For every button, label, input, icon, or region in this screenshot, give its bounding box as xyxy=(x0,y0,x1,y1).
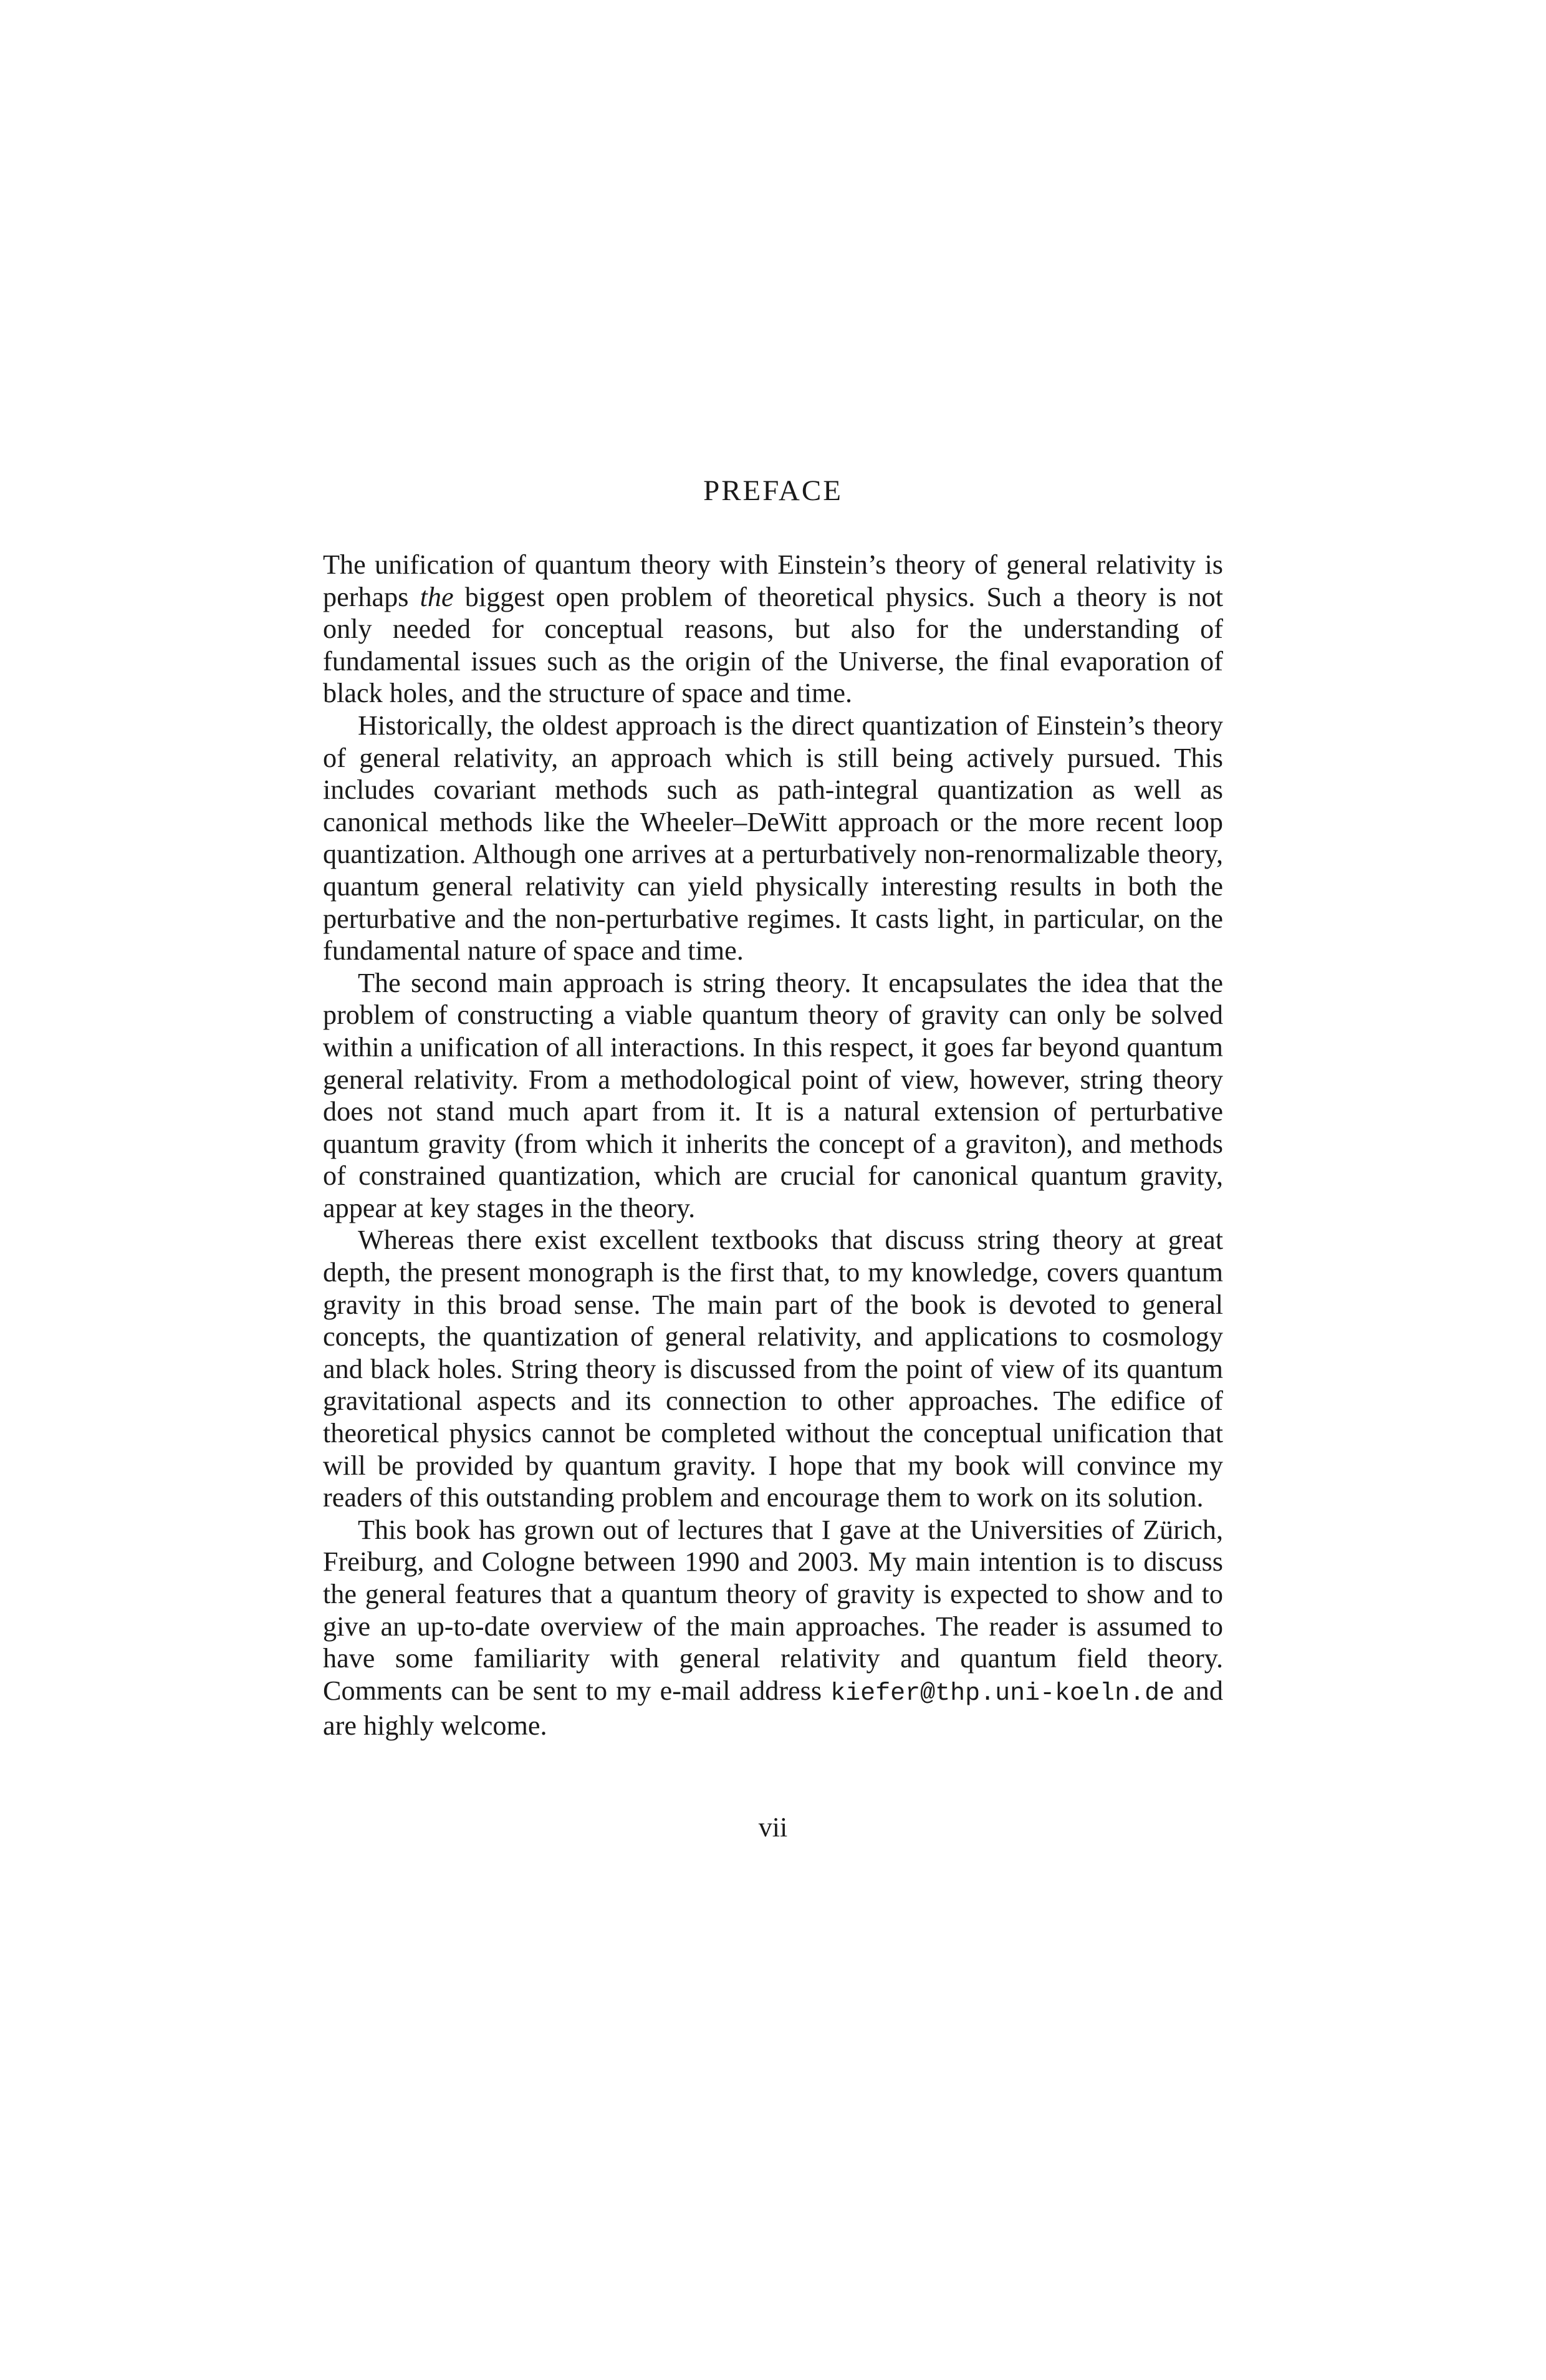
paragraph-3: The second main approach is string theory. It encapsulates the idea that the problem of constructing a viable quantum theory of gravity can only be solved within a unification of all interactions. In this respect, it goes far beyond quantum general relativity. From a methodological point of view, however, string theory does not stand much apart from it. It is a natural extension of perturbative quantum gravity (from which it inherits the concept of a graviton), and methods of constrained quantization, which are crucial for canonical quantum gravity, appear at key stages in the theory. xyxy=(323,967,1223,1223)
paragraph-1 xyxy=(323,549,1223,710)
paragraph-1-text-before: The unification of quantum theory with Einstein’s theory of general relativity is perhaps xyxy=(323,549,1223,612)
page-title: PREFACE xyxy=(703,475,843,507)
email-address: kiefer@thp.uni-koeln.de xyxy=(830,1679,1175,1708)
preface-body xyxy=(323,549,1223,1742)
page-number: vii xyxy=(758,1812,788,1843)
paragraph-5-text-before: This book has grown out of lectures that I gave at the Universities of Zürich, Freiburg, and Cologne between 1990 and 2003. My main intention is to discuss the general features that a quantum theory of gravity is expected to show and to give an up-to-date overview of the main approaches. The reader is assumed to have some familiarity with general relativity and quantum field theory. Comments can be sent to my e-mail address xyxy=(323,1514,1223,1706)
paragraph-2: Historically, the oldest approach is the direct quantization of Einstein’s theory of general relativity, an approach which is still being actively pursued. This includes covariant methods such as path-integral quantization as well as canonical methods like the Wheeler–DeWitt approach or the more recent loop quantization. Although one arrives at a perturbatively non-renormalizable theory, quantum general relativity can yield physically interesting results in both the perturbative and the non-perturbative regimes. It casts light, in particular, on the fundamental nature of space and time. xyxy=(323,710,1223,966)
paragraph-5-text-after: and are highly welcome. xyxy=(323,1675,1223,1742)
paragraph-4: Whereas there exist excellent textbooks that discuss string theory at great depth, the present monograph is the first that, to my knowledge, covers quantum gravity in this broad sense. The main part of the book is devoted to general concepts, the quantization of general relativity, and applications to cosmology and black holes. String theory is discussed from the point of view of its quantum gravitational aspects and its connection to other approaches. The edifice of theoretical physics cannot be completed without the conceptual unification that will be provided by quantum gravity. I hope that my book will convince my readers of this outstanding problem and encourage them to work on its solution. xyxy=(323,1225,1223,1513)
paragraph-5 xyxy=(323,1514,1223,1742)
emphasis-the: the xyxy=(420,581,454,612)
paragraph-1-text-after: biggest open problem of theoretical physics. Such a theory is not only needed for conceptual reasons, but also for the understanding of fundamental issues such as the origin of the Universe, the final evaporation of black holes, and the structure of space and time. xyxy=(323,581,1223,709)
